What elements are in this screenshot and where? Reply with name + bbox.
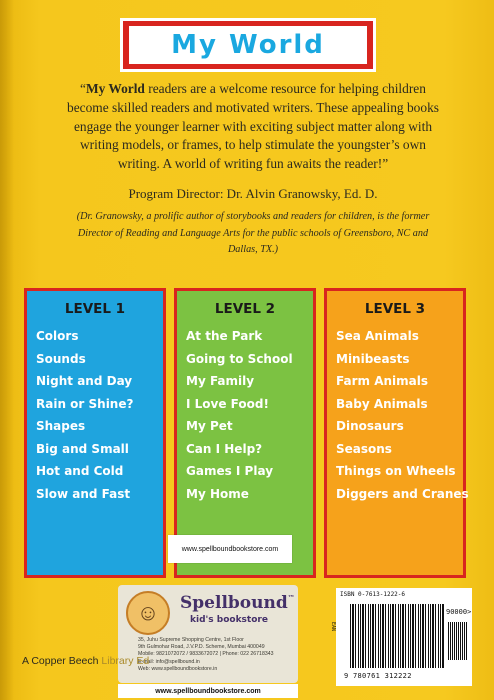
book-title: Minibeasts bbox=[336, 351, 410, 366]
book-title: Can I Help? bbox=[186, 441, 263, 456]
blurb-text: readers are a welcome resource for helping children become skilled readers and motivated writers. These appealing books engage the younger learner with exciting subject matter along with writing models, or frames, to help stimulate the youngster’s own writing. A world of writing fun awaits the reader!” bbox=[67, 81, 439, 172]
book-title: Dinosaurs bbox=[336, 419, 404, 433]
title-panel bbox=[129, 26, 367, 64]
barcode-number: 9 780761 312222 bbox=[344, 672, 412, 680]
bookstore-logo bbox=[126, 591, 170, 635]
book-title: Colors bbox=[36, 329, 79, 343]
book-title: Hot and Cold bbox=[36, 464, 124, 478]
book-title: Baby Animals bbox=[336, 396, 428, 411]
bookstore-tagline: kid's bookstore bbox=[190, 615, 268, 625]
book-title: Farm Animals bbox=[336, 374, 428, 388]
book-title: Sea Animals bbox=[336, 329, 419, 343]
book-title: Slow and Fast bbox=[36, 486, 131, 501]
bookstore-url-strip bbox=[118, 684, 298, 698]
level-title: LEVEL 3 bbox=[364, 301, 426, 317]
book-title: My Family bbox=[186, 374, 255, 388]
level-3-titles bbox=[327, 325, 469, 505]
bookstore-address: 35, Juhu Supreme Shopping Centre, 1st Floor 9th Gulmohar Road, J.V.P.D. Scheme, Mumbai 400049 Mobile: 9821072072 / 9833672072 | Phone: 022 26718343 E-mail: info@spellbound.in Web: www.spellboundbookstore.in bbox=[138, 637, 274, 672]
level-1-panel bbox=[24, 288, 166, 578]
blurb-series-name: My World bbox=[85, 81, 145, 96]
book-title: Big and Small bbox=[36, 441, 129, 456]
level-2-titles bbox=[177, 325, 313, 505]
level-title: LEVEL 1 bbox=[64, 301, 126, 317]
bookstore-sticker bbox=[118, 585, 298, 683]
book-title: My Home bbox=[186, 486, 249, 501]
store-url-sticker bbox=[168, 535, 292, 563]
series-title: My World bbox=[171, 30, 325, 60]
bookstore-name: Spellbound™ bbox=[180, 593, 295, 613]
book-title: Going to School bbox=[186, 351, 293, 366]
book-title: Night and Day bbox=[36, 374, 133, 388]
isbn-number: ISBN 0-7613-1222-6 bbox=[340, 591, 406, 598]
book-title: Shapes bbox=[36, 419, 86, 433]
book-title: Things on Wheels bbox=[336, 464, 456, 478]
series-blurb: “My World readers are a welcome resource for helping children become skilled readers and motivated writers. These appealing books engage the younger learner with exciting subject matter along with writing models, or frames, to help stimulate the youngster’s own writing. A world of writing fun awaits the reader!” bbox=[67, 81, 439, 172]
director-note: (Dr. Granowsky, a prolific author of storybooks and readers for children, is the former Director of Reading and Language Arts for the public schools of Greensboro, NC and Dallas, TX.) bbox=[76, 211, 430, 256]
price-barcode-bars bbox=[448, 622, 468, 660]
barcode-bars bbox=[350, 604, 444, 668]
level-1-titles bbox=[27, 325, 163, 505]
book-title: I Love Food! bbox=[186, 396, 269, 411]
book-title: Seasons bbox=[336, 441, 392, 456]
book-title: My Pet bbox=[186, 419, 233, 433]
level-title: LEVEL 2 bbox=[214, 301, 276, 317]
book-title: Games I Play bbox=[186, 464, 274, 478]
isbn-barcode bbox=[330, 588, 472, 686]
spine-shadow bbox=[0, 0, 14, 700]
level-3-panel bbox=[324, 288, 469, 578]
book-title: Rain or Shine? bbox=[36, 396, 134, 411]
ean-label: EAN bbox=[330, 622, 336, 632]
price-code: 90000> bbox=[446, 608, 472, 616]
title-frame bbox=[120, 18, 376, 72]
reader-icon: ☺ bbox=[136, 600, 160, 625]
book-title: Sounds bbox=[36, 351, 86, 366]
publisher-line: A Copper Beech Library Ed bbox=[22, 655, 150, 667]
book-title: At the Park bbox=[186, 329, 263, 343]
program-director: Program Director: Dr. Alvin Granowsky, Ed. D. bbox=[128, 186, 378, 201]
store-url: www.spellboundbookstore.com bbox=[181, 545, 279, 553]
bookstore-url: www.spellboundbookstore.com bbox=[155, 687, 261, 695]
book-title: Diggers and Cranes bbox=[336, 486, 469, 501]
